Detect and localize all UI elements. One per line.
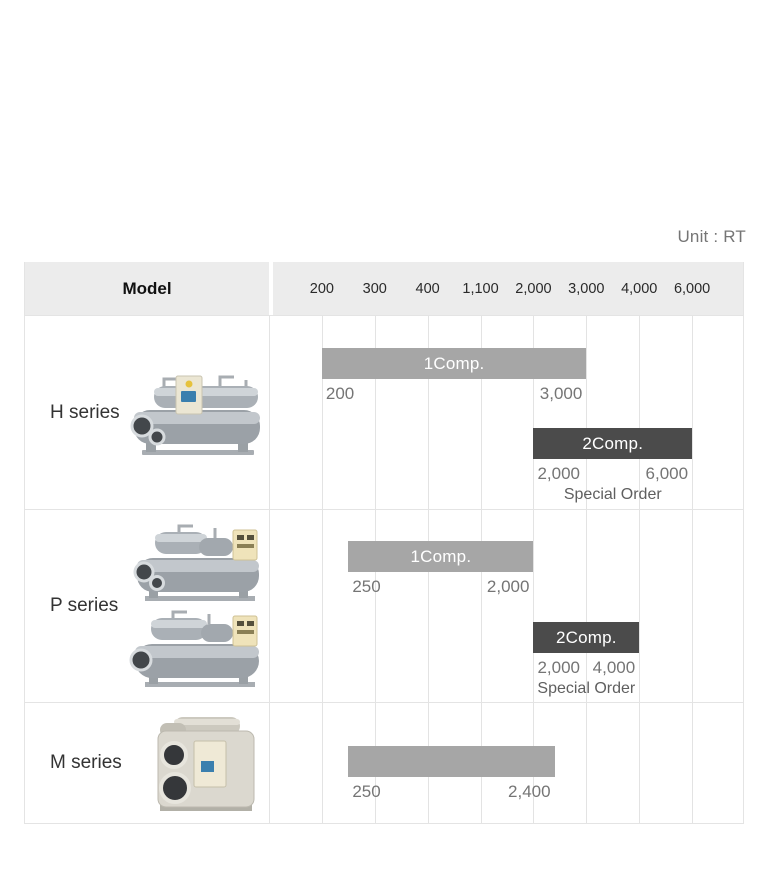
range-bar <box>322 348 586 379</box>
table-row-h-series <box>25 316 743 509</box>
axis-tick: 300 <box>362 280 387 297</box>
bar-max-value: 2,400 <box>508 782 551 801</box>
model-header-cell: Model <box>122 278 172 298</box>
range-bar <box>348 541 533 572</box>
bar-note: Special Order <box>537 679 636 697</box>
bar-value-labels <box>322 384 586 404</box>
table-body <box>25 315 743 823</box>
bar-value-labels <box>348 577 533 597</box>
unit-label: Unit : RT <box>677 227 746 246</box>
bar-value-labels <box>348 782 554 802</box>
series-name-label: M series <box>50 752 122 773</box>
bar-note: Special Order <box>563 485 662 503</box>
p-series-images <box>127 520 269 692</box>
h-series-chiller-image <box>120 366 272 460</box>
bar-max-value: 3,000 <box>539 384 583 403</box>
range-bar <box>533 622 639 653</box>
axis-tick: 400 <box>415 280 440 297</box>
range-bar-group <box>533 622 639 698</box>
bar-value-labels <box>533 464 692 484</box>
axis-tick: 1,100 <box>462 280 499 297</box>
header-divider <box>269 262 273 315</box>
axis-tick: 3,000 <box>568 280 605 297</box>
table-header <box>25 262 743 315</box>
bar-min-value: 250 <box>352 577 381 596</box>
model-cell <box>25 316 269 509</box>
bar-label: 1Comp. <box>423 353 485 373</box>
range-bar-group <box>533 428 692 504</box>
bar-label: 2Comp. <box>582 433 644 453</box>
bar-min-value: 2,000 <box>537 464 580 483</box>
p-series-chiller-image-bottom <box>127 606 269 692</box>
bar-min-value: 2,000 <box>537 658 580 677</box>
axis-tick: 200 <box>309 280 334 297</box>
bar-label: 2Comp. <box>555 627 617 647</box>
series-name-label: P series <box>50 595 119 616</box>
bar-min-value: 250 <box>352 782 381 801</box>
m-series-chiller-image <box>144 711 266 815</box>
range-bar <box>348 746 554 777</box>
bar-max-value: 4,000 <box>592 658 636 677</box>
table-row-p-series <box>25 509 743 702</box>
table-row-m-series <box>25 702 743 823</box>
capacity-table <box>24 262 744 824</box>
bar-max-value: 2,000 <box>486 577 530 596</box>
range-bar-group <box>322 348 586 405</box>
range-bar-group <box>348 541 533 598</box>
axis-tick: 2,000 <box>515 280 552 297</box>
range-bar-group <box>348 746 554 803</box>
range-bar <box>533 428 692 459</box>
bar-min-value: 200 <box>325 384 355 403</box>
bar-value-labels <box>533 658 639 678</box>
series-name-label: H series <box>50 401 120 423</box>
p-series-chiller-image-top <box>127 520 269 606</box>
bar-max-value: 6,000 <box>645 464 689 483</box>
axis-tick: 6,000 <box>673 280 711 297</box>
model-cell <box>25 510 269 702</box>
axis-tick: 4,000 <box>621 280 658 297</box>
bar-label: 1Comp. <box>410 546 472 566</box>
model-cell <box>25 703 269 823</box>
